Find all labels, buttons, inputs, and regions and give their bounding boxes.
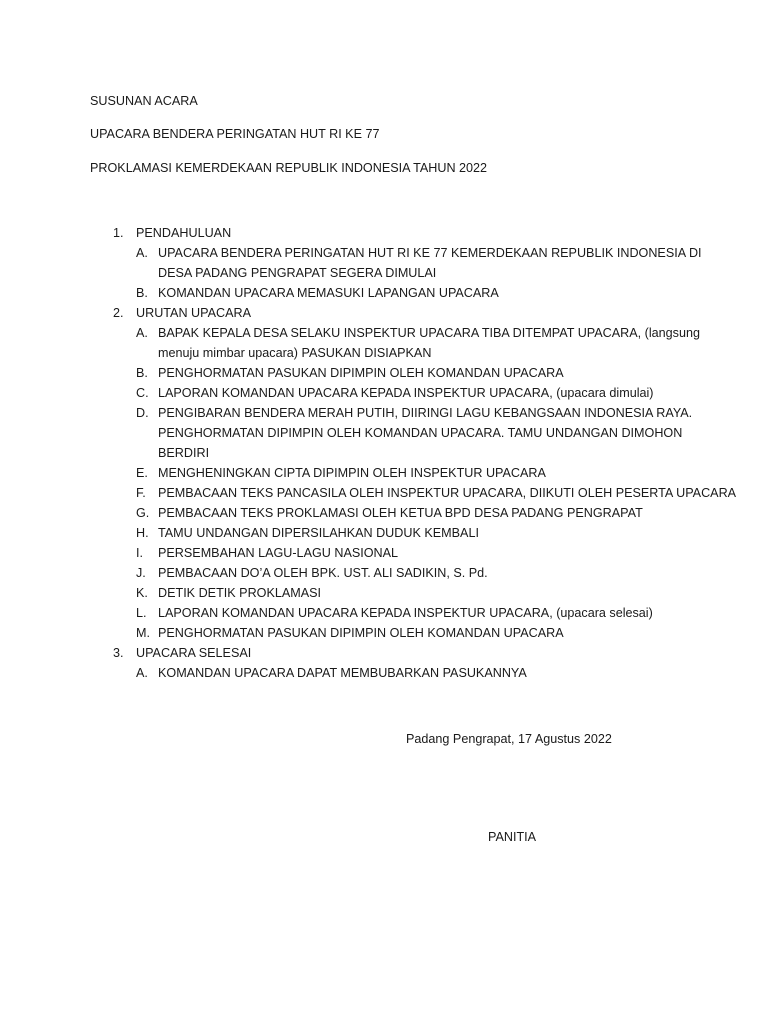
place-date: Padang Pengrapat, 17 Agustus 2022 [406,732,612,746]
section-number: 3. [113,646,124,660]
item-text: PERSEMBAHAN LAGU-LAGU NASIONAL [158,546,399,560]
item-text: KOMANDAN UPACARA MEMASUKI LAPANGAN UPACARA [158,286,499,300]
item-text: PENGHORMATAN DIPIMPIN OLEH KOMANDAN UPACARA. TAMU UNDANGAN DIMOHON [158,426,683,440]
item-letter: A. [136,326,148,340]
section-title: PENDAHULUAN [136,226,232,240]
item-letter: J. [136,566,146,580]
item-text: DESA PADANG PENGRAPAT SEGERA DIMULAI [158,266,437,280]
signature-committee: PANITIA [488,830,537,844]
item-text: BERDIRI [158,446,210,460]
item-letter: A. [136,246,148,260]
item-letter: B. [136,366,148,380]
item-text: PENGHORMATAN PASUKAN DIPIMPIN OLEH KOMANDAN UPACARA [158,626,564,640]
item-text: PEMBACAAN TEKS PANCASILA OLEH INSPEKTUR UPACARA, DIIKUTI OLEH PESERTA UPACARA [158,486,737,500]
section-number: 2. [113,306,124,320]
item-letter: B. [136,286,148,300]
item-letter: F. [136,486,146,500]
item-letter: D. [136,406,149,420]
doc-subtitle-2: PROKLAMASI KEMERDEKAAN REPUBLIK INDONESIA TAHUN 2022 [90,161,488,175]
item-text: PEMBACAAN TEKS PROKLAMASI OLEH KETUA BPD DESA PADANG PENGRAPAT [158,506,643,520]
item-text: PENGHORMATAN PASUKAN DIPIMPIN OLEH KOMANDAN UPACARA [158,366,564,380]
item-text: LAPORAN KOMANDAN UPACARA KEPADA INSPEKTUR UPACARA, (upacara selesai) [158,606,653,620]
doc-subtitle: UPACARA BENDERA PERINGATAN HUT RI KE 77 [90,127,380,141]
item-letter: G. [136,506,150,520]
item-text: BAPAK KEPALA DESA SELAKU INSPEKTUR UPACARA TIBA DITEMPAT UPACARA, (langsung [158,326,700,340]
item-letter: K. [136,586,148,600]
item-letter: L. [136,606,147,620]
item-text: PENGIBARAN BENDERA MERAH PUTIH, DIIRINGI LAGU KEBANGSAAN INDONESIA RAYA. [158,406,693,420]
section-title: URUTAN UPACARA [136,306,251,320]
item-text: KOMANDAN UPACARA DAPAT MEMBUBARKAN PASUKANNYA [158,666,527,680]
item-letter: C. [136,386,149,400]
section-title: UPACARA SELESAI [136,646,252,660]
item-letter: H. [136,526,149,540]
item-text: LAPORAN KOMANDAN UPACARA KEPADA INSPEKTUR UPACARA, (upacara dimulai) [158,386,654,400]
item-text: MENGHENINGKAN CIPTA DIPIMPIN OLEH INSPEKTUR UPACARA [158,466,546,480]
item-text: TAMU UNDANGAN DIPERSILAHKAN DUDUK KEMBALI [158,526,479,540]
item-letter: M. [136,626,150,640]
section-number: 1. [113,226,124,240]
item-text: UPACARA BENDERA PERINGATAN HUT RI KE 77 KEMERDEKAAN REPUBLIK INDONESIA DI [158,246,702,260]
item-text: DETIK DETIK PROKLAMASI [158,586,322,600]
item-letter: E. [136,466,148,480]
item-letter: I. [136,546,143,560]
item-text: menuju mimbar upacara) PASUKAN DISIAPKAN [158,346,432,360]
item-text: PEMBACAAN DO’A OLEH BPK. UST. ALI SADIKIN, S. Pd. [158,566,488,580]
item-letter: A. [136,666,148,680]
doc-title: SUSUNAN ACARA [90,94,198,108]
